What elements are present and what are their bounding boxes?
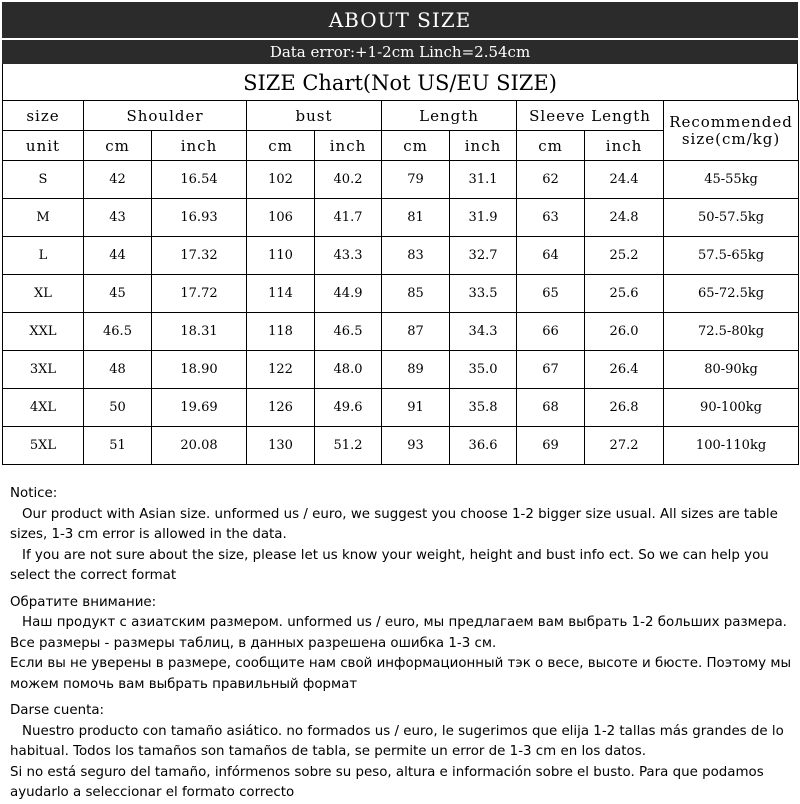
cell-sleeve-in: 26.0 [585,313,664,351]
cell-rec: 72.5-80kg [664,313,799,351]
notice-ru-heading: Обратите внимание: [10,594,157,610]
recommended-size-header [664,101,799,161]
cell-bust-cm: 114 [247,275,315,313]
cell-size: S [3,161,84,199]
cell-size: M [3,199,84,237]
cell-shoulder-in: 20.08 [152,427,247,465]
cell-bust-in: 48.0 [315,351,382,389]
cell-bust-in: 43.3 [315,237,382,275]
cell-shoulder-in: 17.32 [152,237,247,275]
cell-bust-in: 46.5 [315,313,382,351]
unit-cm: cm [247,131,315,161]
sleeve-length-header: Sleeve Length [517,101,664,131]
cell-sleeve-cm: 62 [517,161,585,199]
cell-sleeve-in: 25.6 [585,275,664,313]
cell-length-cm: 89 [382,351,450,389]
length-header: Length [382,101,517,131]
cell-sleeve-in: 24.4 [585,161,664,199]
cell-shoulder-cm: 42 [84,161,152,199]
cell-bust-cm: 122 [247,351,315,389]
cell-shoulder-in: 17.72 [152,275,247,313]
cell-sleeve-cm: 63 [517,199,585,237]
cell-rec: 80-90kg [664,351,799,389]
size-header: size [3,101,84,131]
notice-ru-text-1: Наш продукт с азиатским размером. unformed us / euro, мы предлагаем вам выбрать 1-2 больших размера. Все размеры - размеры таблиц, в данных разрешена ошибка 1-3 см. [10,615,787,651]
bust-header: bust [247,101,382,131]
table-row [3,427,799,465]
size-chart-title: SIZE Chart(Not US/EU SIZE) [2,64,798,100]
cell-sleeve-cm: 65 [517,275,585,313]
cell-length-cm: 85 [382,275,450,313]
cell-size: 4XL [3,389,84,427]
cell-length-cm: 93 [382,427,450,465]
cell-shoulder-in: 16.54 [152,161,247,199]
cell-length-cm: 79 [382,161,450,199]
table-row [3,313,799,351]
cell-bust-cm: 102 [247,161,315,199]
cell-rec: 57.5-65kg [664,237,799,275]
cell-sleeve-cm: 66 [517,313,585,351]
cell-length-in: 31.1 [450,161,517,199]
cell-size: 5XL [3,427,84,465]
unit-cm: cm [382,131,450,161]
recommended-unit-label: size(cm/kg) [681,129,781,148]
cell-rec: 90-100kg [664,389,799,427]
cell-size: L [3,237,84,275]
table-row [3,389,799,427]
cell-sleeve-cm: 67 [517,351,585,389]
cell-sleeve-cm: 64 [517,237,585,275]
cell-length-in: 33.5 [450,275,517,313]
cell-bust-in: 41.7 [315,199,382,237]
cell-bust-cm: 106 [247,199,315,237]
size-chart-table [2,100,799,465]
cell-shoulder-in: 19.69 [152,389,247,427]
unit-cm: cm [517,131,585,161]
cell-sleeve-in: 24.8 [585,199,664,237]
unit-inch: inch [152,131,247,161]
table-row [3,275,799,313]
cell-length-cm: 87 [382,313,450,351]
recommended-label: Recommended [669,112,793,131]
page-title: ABOUT SIZE [2,2,798,38]
cell-shoulder-cm: 48 [84,351,152,389]
table-row [3,161,799,199]
cell-rec: 50-57.5kg [664,199,799,237]
unit-header: unit [3,131,84,161]
cell-length-cm: 91 [382,389,450,427]
notice-en-text-1: Our product with Asian size. unformed us / euro, we suggest you choose 1-2 bigger size usual. All sizes are table sizes, 1-3 cm error is allowed in the data. [10,506,778,542]
cell-shoulder-in: 18.90 [152,351,247,389]
cell-bust-in: 49.6 [315,389,382,427]
cell-sleeve-cm: 69 [517,427,585,465]
cell-length-in: 36.6 [450,427,517,465]
table-row [3,351,799,389]
cell-length-cm: 83 [382,237,450,275]
cell-sleeve-in: 27.2 [585,427,664,465]
cell-bust-cm: 118 [247,313,315,351]
cell-length-in: 32.7 [450,237,517,275]
cell-bust-cm: 126 [247,389,315,427]
notice-es-heading: Darse cuenta: [10,703,105,718]
cell-length-in: 31.9 [450,199,517,237]
cell-rec: 45-55kg [664,161,799,199]
cell-bust-cm: 110 [247,237,315,275]
unit-inch: inch [585,131,664,161]
cell-sleeve-in: 26.4 [585,351,664,389]
cell-rec: 65-72.5kg [664,275,799,313]
cell-size: XXL [3,313,84,351]
cell-shoulder-cm: 43 [84,199,152,237]
table-row [3,237,799,275]
cell-length-in: 35.0 [450,351,517,389]
shoulder-header: Shoulder [84,101,247,131]
cell-shoulder-in: 18.31 [152,313,247,351]
notice-es-text-1: Nuestro producto con tamaño asiático. no formados us / euro, le sugerimos que elija 1-2 tallas más grandes de lo habitual. Todos los tamaños son tamaños de tabla, se permite un error de 1-3 cm en los datos. [10,723,784,759]
notice-es-text-2: Si no está seguro del tamaño, infórmenos sobre su peso, altura e información sobre el busto. Para que podamos ayudarlo a seleccionar el formato correcto [10,764,764,800]
cell-bust-cm: 130 [247,427,315,465]
cell-bust-in: 44.9 [315,275,382,313]
notice-ru-text-2: Если вы не уверены в размере, сообщите нам свой информационный тэк о весе, высоте и бюсте. Поэтому мы можем помочь вам выбрать правильный формат [10,656,792,692]
cell-shoulder-cm: 51 [84,427,152,465]
cell-shoulder-cm: 45 [84,275,152,313]
cell-shoulder-cm: 44 [84,237,152,275]
notice-en-text-2: If you are not sure about the size, please let us know your weight, height and bust info ect. So we can help you select the correct format [10,547,769,583]
unit-cm: cm [84,131,152,161]
cell-sleeve-in: 26.8 [585,389,664,427]
unit-inch: inch [450,131,517,161]
cell-size: 3XL [3,351,84,389]
cell-bust-in: 40.2 [315,161,382,199]
data-error-note: Data error:+1-2cm Linch=2.54cm [2,40,798,64]
cell-shoulder-cm: 50 [84,389,152,427]
cell-length-in: 35.8 [450,389,517,427]
header-row [3,101,799,131]
cell-sleeve-in: 25.2 [585,237,664,275]
unit-inch: inch [315,131,382,161]
notice-section [10,484,792,804]
cell-rec: 100-110kg [664,427,799,465]
cell-length-in: 34.3 [450,313,517,351]
notice-en-heading: Notice: [10,486,58,501]
cell-sleeve-cm: 68 [517,389,585,427]
cell-size: XL [3,275,84,313]
cell-length-cm: 81 [382,199,450,237]
cell-shoulder-in: 16.93 [152,199,247,237]
table-row [3,199,799,237]
cell-shoulder-cm: 46.5 [84,313,152,351]
cell-bust-in: 51.2 [315,427,382,465]
